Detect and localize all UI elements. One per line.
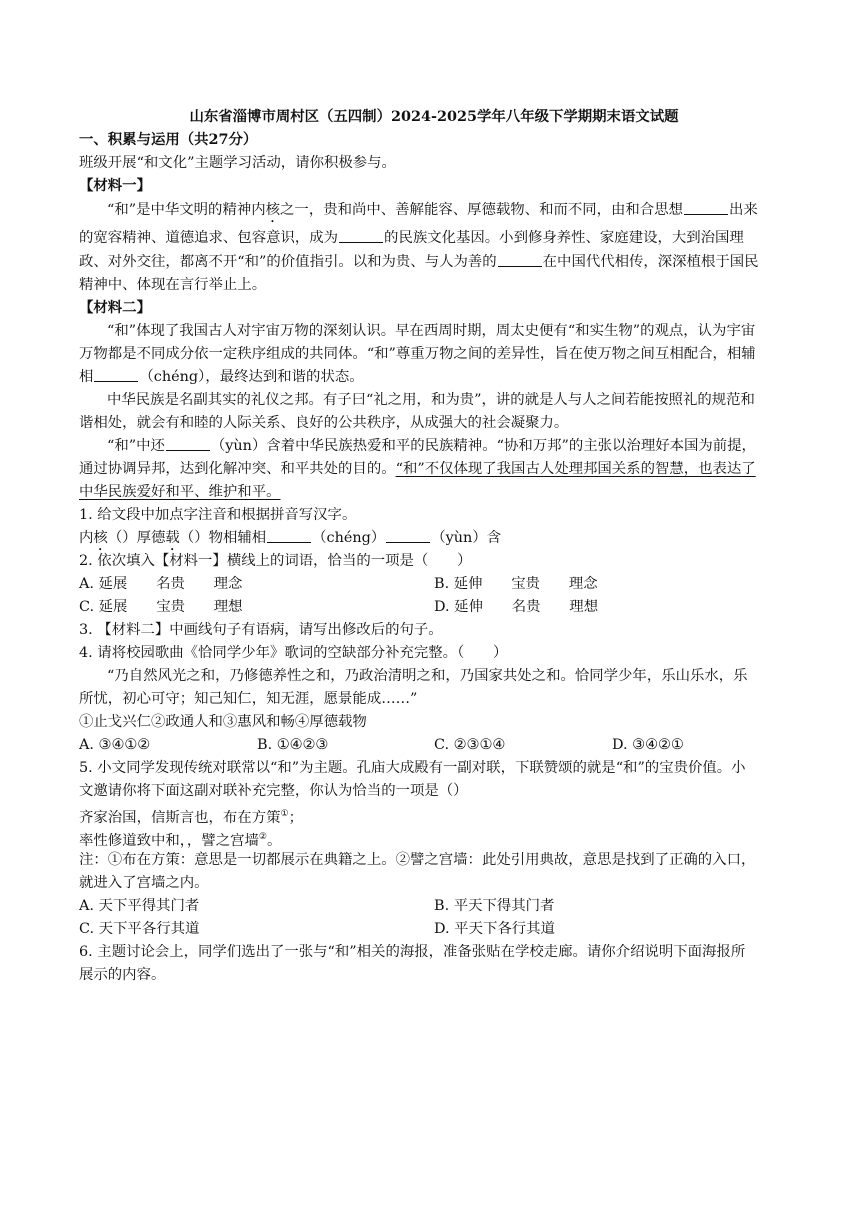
material-2-p3-line-2: 通过协调异邦，达到化解冲突、和平共处的目的。“和”不仅体现了我国古人处理邦国关系的智慧，也表达了 — [79, 461, 756, 477]
q2-option-c: C. 延展 宝贵 理想 — [79, 599, 243, 615]
material-2-p1-line-3: 相 （chéng），最终达到和谐的状态。 — [79, 369, 364, 385]
q4-option-c: C. ②③①④ — [434, 737, 506, 753]
material-2-p2-line-2: 谐相处，就会有和睦的人际关系、良好的公共秩序，从成强大的社会凝聚力。 — [79, 415, 569, 431]
material-2-label: 【材料二】 — [79, 299, 151, 316]
dotted-char: 核 — [265, 202, 281, 218]
material-2-p2-line-1: 中华民族是名副其实的礼仪之邦。有子曰“礼之用，和为贵”，讲的就是人与人之间若能按照礼的规范和 — [107, 392, 755, 408]
material-1-line-3: 政、对外交往，都离不开“和”的价值指引。以和为贵、与人为善的 在中国代代相传，深深植根于国民 — [79, 254, 759, 270]
q5-option-c: C. 天下平各行其道 — [79, 921, 200, 937]
q4-option-a: A. ③④①② — [79, 737, 151, 753]
q4-lyrics-line-2: 所忧，初心可守；知己知仁，知无涯，愿景能成……” — [79, 691, 418, 707]
q4-option-d: D. ③④②① — [612, 737, 684, 753]
fill-blank — [684, 200, 728, 215]
question-5-line-2: 文邀请你将下面这副对联补充完整，你认为恰当的一项是（） — [79, 783, 468, 799]
material-1-line-1: “和”是中华文明的精神内核之一，贵和尚中、善解能容、厚德载物、和而不同，由和合思想 出来 — [107, 202, 758, 218]
material-2-p1-line-1: “和”体现了我国古人对宇宙万物的深刻认识。早在西周时期，周太史便有“和实生物”的观点，认为宇宙 — [107, 323, 756, 339]
q4-lyrics-line-1: “乃自然风光之和，乃修德养性之和，乃政治清明之和，乃国家共处之和。恰同学少年，乐山乐水，乐 — [107, 668, 748, 684]
material-1-label: 【材料一】 — [79, 177, 151, 194]
dotted-char: 核 — [93, 530, 108, 546]
q5-note-line-1: 注：①布在方策：意思是一切都展示在典籍之上。②譬之宫墙：此处引用典故，意思是找到了正确的入口， — [79, 852, 756, 868]
q5-option-b: B. 平天下得其门者 — [434, 898, 555, 914]
question-5-line-1: 5. 小文同学发现传统对联常以“和”为主题。孔庙大成殿有一副对联，下联赞颂的就是“和”的宝贵价值。小 — [79, 760, 746, 776]
underlined-sentence: “和”不仅体现了我国古人处理邦国关系的智慧，也表达了 — [395, 461, 756, 477]
q5-option-a: A. 天下平得其门者 — [79, 898, 200, 914]
fill-blank — [94, 367, 138, 382]
q5-note-line-2: 就进入了宫墙之内。 — [79, 875, 209, 891]
question-2: 2. 依次填入【材料一】横线上的词语，恰当的一项是（ ） — [79, 553, 472, 569]
question-3: 3. 【材料二】中画线句子有语病，请写出修改后的句子。 — [79, 622, 443, 638]
q2-option-b: B. 延伸 宝贵 理念 — [434, 576, 598, 592]
q5-option-d: D. 平天下各行其道 — [434, 921, 555, 937]
underlined-sentence-end: 中华民族爱好和平、维护和平。 — [79, 484, 281, 500]
question-4: 4. 请将校园歌曲《恰同学少年》歌词的空缺部分补充完整。（ ） — [79, 645, 508, 661]
page-title: 山东省淄博市周村区（五四制）2024-2025学年八年级下学期期末语文试题 — [189, 108, 679, 125]
couplet-lower: 率性修道致中和，，譬之宫墙②。 — [79, 832, 282, 849]
q2-option-a: A. 延展 名贵 理念 — [79, 576, 243, 592]
q4-choices: ①止戈兴仁②政通人和③惠风和畅④厚德载物 — [79, 714, 367, 730]
intro-text: 班级开展“和文化”主题学习活动，请你积极参与。 — [79, 155, 396, 171]
q2-option-d: D. 延伸 名贵 理想 — [434, 599, 599, 615]
material-1-line-2: 的宽容精神、道德追求、包容意识，成为 的民族文化基因。小到修身养性、家庭建设，大到治国理 — [79, 230, 744, 246]
dotted-char: 载 — [165, 530, 180, 546]
question-6-line-2: 展示的内容。 — [79, 967, 166, 983]
question-6-line-1: 6. 主题讨论会上，同学们选出了一张与“和”相关的海报，准备张贴在学校走廊。请你介绍说明下面海报所 — [79, 944, 746, 960]
material-1-line-4: 精神中、体现在言行举止上。 — [79, 277, 267, 293]
question-1: 1. 给文段中加点字注音和根据拼音写汉字。 — [79, 507, 357, 523]
fill-blank — [498, 252, 542, 267]
section-heading: 一、积累与运用（共27分） — [79, 131, 258, 148]
material-2-p1-line-2: 万物都是不同成分依一定秩序组成的共同体。“和”尊重万物之间的差异性，旨在使万物之间互相配合，相辅 — [79, 346, 756, 362]
question-1-items: 内核（）厚德载（）物相辅相 （chéng） （yùn）含 — [79, 530, 502, 546]
q4-option-b: B. ①④②③ — [257, 737, 329, 753]
material-2-p3-line-1: “和”中还 （yùn）含着中华民族热爱和平的民族精神。“协和万邦”的主张以治理好本国为前提， — [107, 438, 756, 454]
fill-blank — [339, 228, 383, 243]
fill-blank — [386, 528, 430, 543]
couplet-upper: 齐家治国，信斯言也，布在方策①； — [79, 809, 303, 826]
fill-blank — [166, 436, 210, 451]
fill-blank — [267, 528, 311, 543]
